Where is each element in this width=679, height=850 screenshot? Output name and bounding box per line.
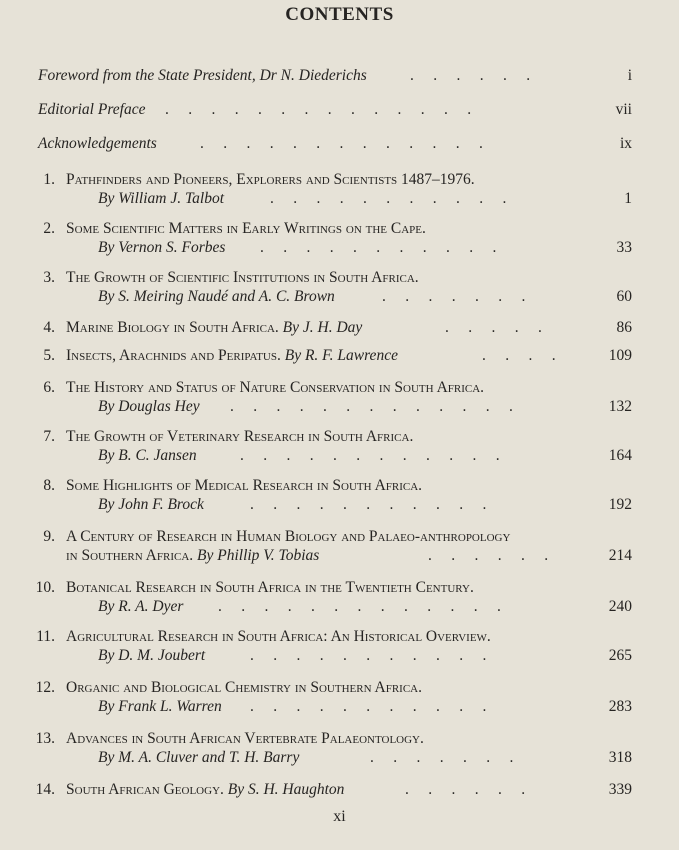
page-number: 86: [616, 319, 632, 336]
page-number: vii: [615, 101, 632, 118]
page-number: 33: [616, 239, 632, 256]
chapter-number: 10.: [35, 579, 55, 596]
page-number: 164: [608, 447, 632, 464]
chapter-title: A Century of Research in Human Biology and Palaeo-anthropology: [66, 528, 511, 545]
chapter-number: 8.: [43, 477, 55, 494]
front-entry-title: Foreword from the State President, Dr N. Diederichs: [38, 67, 367, 84]
dot-leader: . . . . . . . . . . .: [250, 647, 487, 664]
page-number: 283: [608, 698, 632, 715]
chapter-author: By Douglas Hey: [98, 398, 200, 415]
chapter-title: The History and Status of Nature Conservation in South Africa.: [66, 379, 485, 396]
chapter-number: 13.: [35, 730, 55, 747]
chapter-author: By Phillip V. Tobias: [197, 547, 320, 564]
dot-leader: . . . . . . . . . . . .: [240, 447, 500, 464]
chapter-number: 7.: [43, 428, 55, 445]
front-entry-title: Editorial Preface: [38, 101, 146, 118]
chapter-number: 5.: [43, 347, 55, 364]
chapter-title: Some Highlights of Medical Research in South Africa.: [66, 477, 423, 494]
chapter-number: 1.: [43, 171, 55, 188]
dot-leader: . . . .: [482, 347, 556, 364]
chapter-author: By S. H. Haughton: [227, 781, 345, 798]
dot-leader: . . . . . . . . . . .: [250, 698, 487, 715]
chapter-title: Botanical Research in South Africa in the Twentieth Century.: [66, 579, 474, 596]
chapter-title: Insects, Arachnids and Peripatus.: [66, 347, 281, 364]
chapter-title: Advances in South African Vertebrate Palaeontology.: [66, 730, 424, 747]
chapter-author: By B. C. Jansen: [98, 447, 197, 464]
dot-leader: . . . . . . .: [382, 288, 526, 305]
page-title: CONTENTS: [285, 4, 394, 25]
front-entry-title: Acknowledgements: [38, 135, 157, 152]
page-number: 60: [616, 288, 632, 305]
chapter-author: By M. A. Cluver and T. H. Barry: [98, 749, 300, 766]
chapter-entry: [66, 546, 319, 566]
chapter-number: 12.: [35, 679, 55, 696]
chapter-number: 2.: [43, 220, 55, 237]
chapter-number: 9.: [43, 528, 55, 545]
dot-leader: . . . . . . . . . . . . .: [218, 598, 501, 615]
page-number: 339: [608, 781, 632, 798]
chapter-author: By Vernon S. Forbes: [98, 239, 226, 256]
chapter-title-continued: in Southern Africa.: [66, 547, 194, 564]
page-number: 109: [608, 347, 632, 364]
chapter-author: By D. M. Joubert: [98, 647, 206, 664]
chapter-author: By S. Meiring Naudé and A. C. Brown: [98, 288, 335, 305]
dot-leader: . . . . . . . . . . .: [260, 239, 497, 256]
chapter-entry: [66, 346, 398, 366]
dot-leader: . . . . .: [445, 319, 542, 336]
page-number: 192: [608, 496, 632, 513]
dot-leader: . . . . . . . . . . .: [270, 190, 507, 207]
dot-leader: . . . . . . . . . . . . .: [230, 398, 513, 415]
chapter-author: By R. F. Lawrence: [284, 347, 398, 364]
chapter-author: By R. A. Dyer: [98, 598, 184, 615]
chapter-number: 14.: [35, 781, 55, 798]
dot-leader: . . . . . . .: [370, 749, 514, 766]
chapter-number: 3.: [43, 269, 55, 286]
page-number: 214: [608, 547, 632, 564]
page-number: 132: [608, 398, 632, 415]
chapter-title: Some Scientific Matters in Early Writings on the Cape.: [66, 220, 426, 237]
page-number: 318: [608, 749, 632, 766]
chapter-number: 4.: [43, 319, 55, 336]
chapter-author: By J. H. Day: [282, 319, 363, 336]
chapter-title: The Growth of Veterinary Research in South Africa.: [66, 428, 414, 445]
chapter-title: South African Geology.: [66, 781, 224, 798]
page-number: 240: [608, 598, 632, 615]
chapter-author: By William J. Talbot: [98, 190, 225, 207]
page-number: ix: [619, 135, 632, 152]
chapter-entry: [66, 318, 362, 338]
chapter-title: The Growth of Scientific Institutions in South Africa.: [66, 269, 419, 286]
chapter-title: Organic and Biological Chemistry in Southern Africa.: [66, 679, 423, 696]
chapter-title: Marine Biology in South Africa.: [66, 319, 279, 336]
chapter-author: By John F. Brock: [98, 496, 204, 513]
dot-leader: . . . . . . . . . . . . . .: [165, 101, 472, 118]
dot-leader: . . . . . .: [428, 547, 549, 564]
dot-leader: . . . . . . . . . . . . .: [200, 135, 483, 152]
page-number: 1: [624, 190, 632, 207]
chapter-entry: [66, 780, 344, 800]
folio: xi: [333, 808, 346, 825]
dot-leader: . . . . . .: [405, 781, 526, 798]
dot-leader: . . . . . . . . . . .: [250, 496, 487, 513]
chapter-number: 11.: [36, 628, 55, 645]
page-number: 265: [608, 647, 632, 664]
chapter-number: 6.: [43, 379, 55, 396]
chapter-author: By Frank L. Warren: [98, 698, 222, 715]
dot-leader: . . . . . .: [410, 67, 531, 84]
chapter-title: Agricultural Research in South Africa: An Historical Overview.: [66, 628, 491, 645]
chapter-title: Pathfinders and Pioneers, Explorers and Scientists 1487–1976.: [66, 171, 475, 188]
page-number: i: [627, 67, 632, 84]
